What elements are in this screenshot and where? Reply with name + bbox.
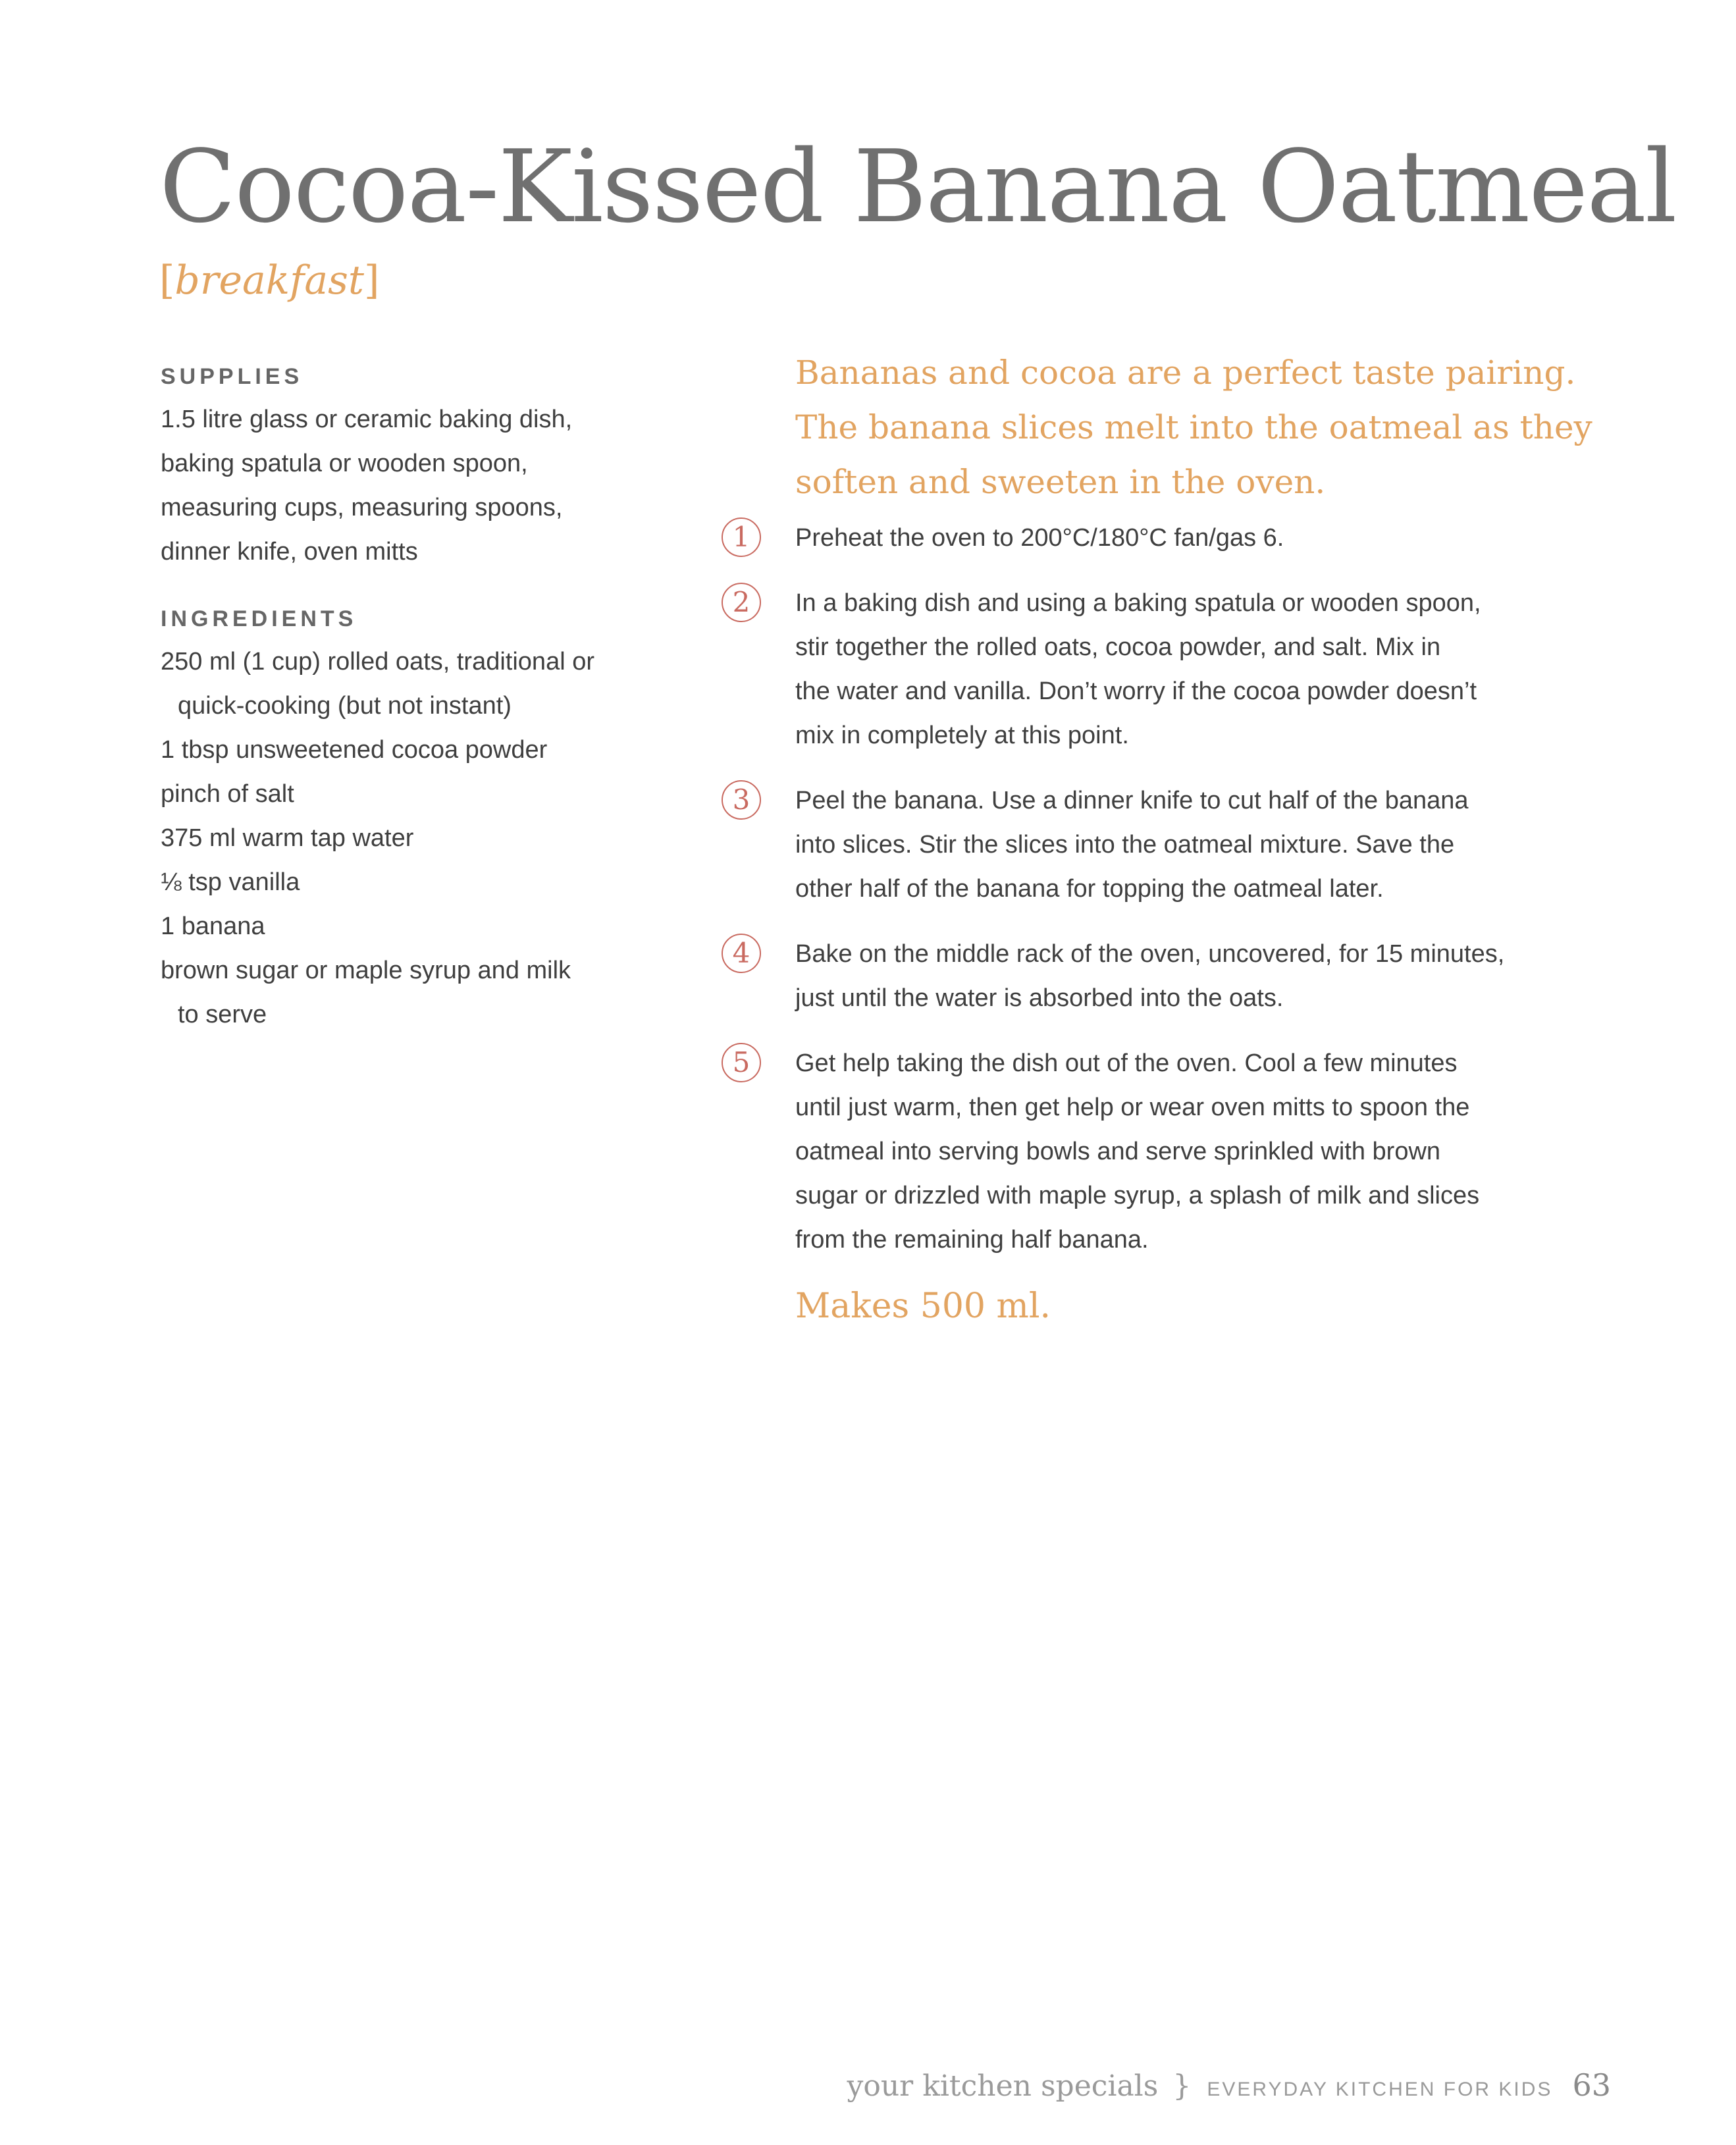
step-text-line: into slices. Stir the slices into the oatmeal mixture. Save the [795, 831, 1455, 859]
intro-line: Bananas and cocoa are a perfect taste pairing. [795, 354, 1576, 392]
intro-line: The banana slices melt into the oatmeal as they [795, 408, 1592, 446]
step-text-line: the water and vanilla. Don’t worry if the cocoa powder doesn’t [795, 677, 1477, 705]
step-text-line: from the remaining half banana. [795, 1226, 1149, 1254]
step-text-line: sugar or drizzled with maple syrup, a splash of milk and slices [795, 1182, 1480, 1209]
step-text-line: In a baking dish and using a baking spatula or wooden spoon, [795, 589, 1481, 617]
step-text-line: Bake on the middle rack of the oven, uncovered, for 15 minutes, [795, 940, 1505, 968]
recipe-category [159, 257, 379, 304]
ingredient-line: 250 ml (1 cup) rolled oats, traditional or [161, 648, 594, 675]
supplies-line: measuring cups, measuring spoons, [161, 494, 563, 521]
step-number-circle: 5 [722, 1043, 761, 1082]
category-open-bracket: [ [159, 257, 175, 304]
step-number-circle: 4 [722, 934, 761, 973]
ingredients-list [161, 640, 700, 1037]
footer-brace-separator: } [1172, 2069, 1192, 2103]
supplies-line: dinner knife, oven mitts [161, 538, 418, 566]
step-text-line: Preheat the oven to 200°C/180°C fan/gas 6. [795, 524, 1284, 552]
step-number-circle: 3 [722, 780, 761, 820]
ingredient-line: ⅛ tsp vanilla [161, 868, 300, 896]
step-text-line: just until the water is absorbed into the oats. [795, 984, 1284, 1012]
method-steps [732, 516, 1651, 1262]
step-text-line: Peel the banana. Use a dinner knife to cut half of the banana [795, 787, 1469, 814]
step-4 [732, 932, 1651, 1020]
supplies-heading: SUPPLIES [161, 364, 303, 389]
page-footer [847, 2067, 1611, 2113]
step-number-circle: 2 [722, 583, 761, 622]
step-text-line: until just warm, then get help or wear oven mitts to spoon the [795, 1094, 1470, 1121]
method-column [732, 346, 1651, 1329]
supplies-line: baking spatula or wooden spoon, [161, 450, 528, 477]
ingredient-line: 1 tbsp unsweetened cocoa powder [161, 736, 548, 764]
step-text-line: Get help taking the dish out of the oven. Cool a few minutes [795, 1049, 1458, 1077]
step-1 [732, 516, 1651, 560]
step-2 [732, 581, 1651, 758]
step-text-line: mix in completely at this point. [795, 722, 1129, 749]
ingredient-line: pinch of salt [161, 780, 294, 808]
ingredients-heading: INGREDIENTS [161, 606, 357, 631]
step-text-line: other half of the banana for topping the oatmeal later. [795, 875, 1384, 903]
step-text-line: oatmeal into serving bowls and serve sprinkled with brown [795, 1138, 1441, 1165]
ingredient-line: 1 banana [161, 913, 265, 940]
step-5 [732, 1042, 1651, 1262]
recipe-title: Cocoa-Kissed Banana Oatmeal [159, 128, 1676, 245]
step-3 [732, 779, 1651, 911]
recipe-intro [795, 346, 1651, 510]
step-number-circle: 1 [722, 517, 761, 557]
ingredient-line: 375 ml warm tap water [161, 824, 414, 852]
step-text-line: stir together the rolled oats, cocoa powder, and salt. Mix in [795, 633, 1441, 661]
footer-section-name: your kitchen specials [847, 2069, 1159, 2103]
supplies-ingredients-column [161, 356, 700, 1037]
supplies-line: 1.5 litre glass or ceramic baking dish, [161, 406, 573, 433]
ingredient-line: quick-cooking (but not instant) [178, 692, 512, 720]
footer-book-title: EVERYDAY KITCHEN FOR KIDS [1207, 2079, 1553, 2100]
category-label: breakfast [174, 257, 365, 304]
ingredient-line: to serve [178, 1001, 267, 1028]
supplies-list [161, 398, 700, 574]
recipe-yield: Makes 500 ml. [795, 1286, 1051, 1326]
category-close-bracket: ] [364, 257, 380, 304]
intro-line: soften and sweeten in the oven. [795, 463, 1326, 501]
page-number: 63 [1572, 2067, 1611, 2103]
ingredient-line: brown sugar or maple syrup and milk [161, 957, 571, 984]
